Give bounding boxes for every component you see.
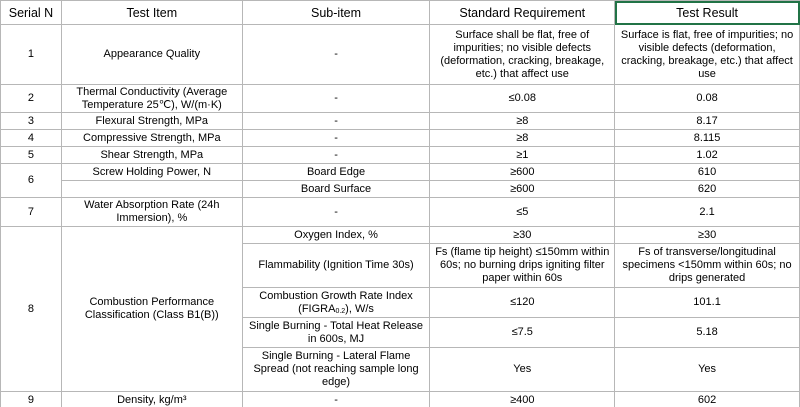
cell-standard[interactable]: Surface shall be flat, free of impurities; no visible defects (deformation, cracking, breakage, etc.) that affect use <box>430 25 615 85</box>
cell-serial[interactable]: 8 <box>1 227 62 392</box>
cell-sub-item[interactable]: Oxygen Index, % <box>242 227 430 244</box>
cell-result[interactable]: ≥30 <box>615 227 800 244</box>
cell-result[interactable]: 602 <box>615 392 800 407</box>
cell-sub-item[interactable]: - <box>242 25 430 85</box>
cell-result[interactable]: Fs of transverse/longitudinal specimens <150mm within 60s; no drips generated <box>615 244 800 288</box>
cell-serial[interactable]: 7 <box>1 198 62 227</box>
table-row <box>1 164 800 181</box>
cell-sub-item[interactable]: - <box>242 147 430 164</box>
header-test-result[interactable]: Test Result <box>615 1 800 25</box>
figra-label: Combustion Growth Rate Index (FIGRA <box>259 289 413 315</box>
cell-result[interactable]: 1.02 <box>615 147 800 164</box>
cell-result[interactable]: 5.18 <box>615 318 800 348</box>
table-row <box>1 227 800 244</box>
cell-sub-item[interactable]: Board Edge <box>242 164 430 181</box>
cell-sub-item[interactable]: - <box>242 392 430 407</box>
cell-sub-item[interactable]: - <box>242 198 430 227</box>
table-row <box>1 130 800 147</box>
cell-standard[interactable]: ≥400 <box>430 392 615 407</box>
cell-standard[interactable]: ≥30 <box>430 227 615 244</box>
table-row <box>1 198 800 227</box>
table-row <box>1 392 800 407</box>
cell-result[interactable]: 8.17 <box>615 113 800 130</box>
cell-standard[interactable]: ≤120 <box>430 288 615 318</box>
header-serial[interactable]: Serial N <box>1 1 62 25</box>
table-row <box>1 181 800 198</box>
cell-standard[interactable]: ≥600 <box>430 164 615 181</box>
cell-standard[interactable]: Yes <box>430 348 615 392</box>
cell-serial[interactable]: 2 <box>1 85 62 113</box>
cell-sub-item[interactable]: Flammability (Ignition Time 30s) <box>242 244 430 288</box>
header-sub-item[interactable]: Sub-item <box>242 1 430 25</box>
table-row <box>1 85 800 113</box>
cell-standard[interactable]: ≤7.5 <box>430 318 615 348</box>
header-standard-requirement[interactable]: Standard Requirement <box>430 1 615 25</box>
cell-standard[interactable]: ≥8 <box>430 113 615 130</box>
cell-serial[interactable]: 5 <box>1 147 62 164</box>
cell-standard[interactable]: ≥8 <box>430 130 615 147</box>
cell-result[interactable]: Surface is flat, free of impurities; no visible defects (deformation, cracking, breakage, etc.) that affect use <box>615 25 800 85</box>
cell-sub-item[interactable]: Board Surface <box>242 181 430 198</box>
cell-standard[interactable]: ≤0.08 <box>430 85 615 113</box>
cell-standard[interactable]: ≤5 <box>430 198 615 227</box>
figra-label-tail: ), W/s <box>345 302 374 315</box>
table-row <box>1 147 800 164</box>
table-row <box>1 113 800 130</box>
cell-sub-item[interactable]: - <box>242 85 430 113</box>
cell-result[interactable]: 101.1 <box>615 288 800 318</box>
cell-test-item[interactable]: Shear Strength, MPa <box>61 147 242 164</box>
cell-serial[interactable]: 4 <box>1 130 62 147</box>
cell-result[interactable]: 610 <box>615 164 800 181</box>
cell-result[interactable]: 0.08 <box>615 85 800 113</box>
cell-test-item[interactable]: Flexural Strength, MPa <box>61 113 242 130</box>
cell-standard[interactable]: ≥600 <box>430 181 615 198</box>
cell-serial[interactable]: 9 <box>1 392 62 407</box>
cell-sub-item[interactable]: Single Burning - Total Heat Release in 600s, MJ <box>242 318 430 348</box>
cell-test-item[interactable]: Water Absorption Rate (24h Immersion), % <box>61 198 242 227</box>
cell-sub-item[interactable]: - <box>242 130 430 147</box>
cell-standard[interactable]: Fs (flame tip height) ≤150mm within 60s; no burning drips igniting filter paper within 60s <box>430 244 615 288</box>
cell-serial[interactable]: 6 <box>1 164 62 198</box>
cell-sub-item[interactable]: Single Burning - Lateral Flame Spread (not reaching sample long edge) <box>242 348 430 392</box>
cell-test-item-empty[interactable] <box>61 181 242 198</box>
cell-result[interactable]: 620 <box>615 181 800 198</box>
cell-serial[interactable]: 1 <box>1 25 62 85</box>
cell-test-item[interactable]: Appearance Quality <box>61 25 242 85</box>
cell-test-item[interactable]: Screw Holding Power, N <box>61 164 242 181</box>
cell-result[interactable]: Yes <box>615 348 800 392</box>
cell-test-item[interactable]: Combustion Performance Classification (Class B1(B)) <box>61 227 242 392</box>
cell-result[interactable]: 2.1 <box>615 198 800 227</box>
cell-sub-item[interactable] <box>242 288 430 318</box>
cell-test-item[interactable]: Thermal Conductivity (Average Temperature 25℃), W/(m·K) <box>61 85 242 113</box>
cell-serial[interactable]: 3 <box>1 113 62 130</box>
header-test-item[interactable]: Test Item <box>61 1 242 25</box>
cell-test-item[interactable]: Density, kg/m³ <box>61 392 242 407</box>
figra-subscript: 0.2 <box>335 307 346 315</box>
cell-standard[interactable]: ≥1 <box>430 147 615 164</box>
cell-sub-item[interactable]: - <box>242 113 430 130</box>
table-row <box>1 25 800 85</box>
header-row <box>1 1 800 25</box>
cell-test-item[interactable]: Compressive Strength, MPa <box>61 130 242 147</box>
cell-result[interactable]: 8.115 <box>615 130 800 147</box>
